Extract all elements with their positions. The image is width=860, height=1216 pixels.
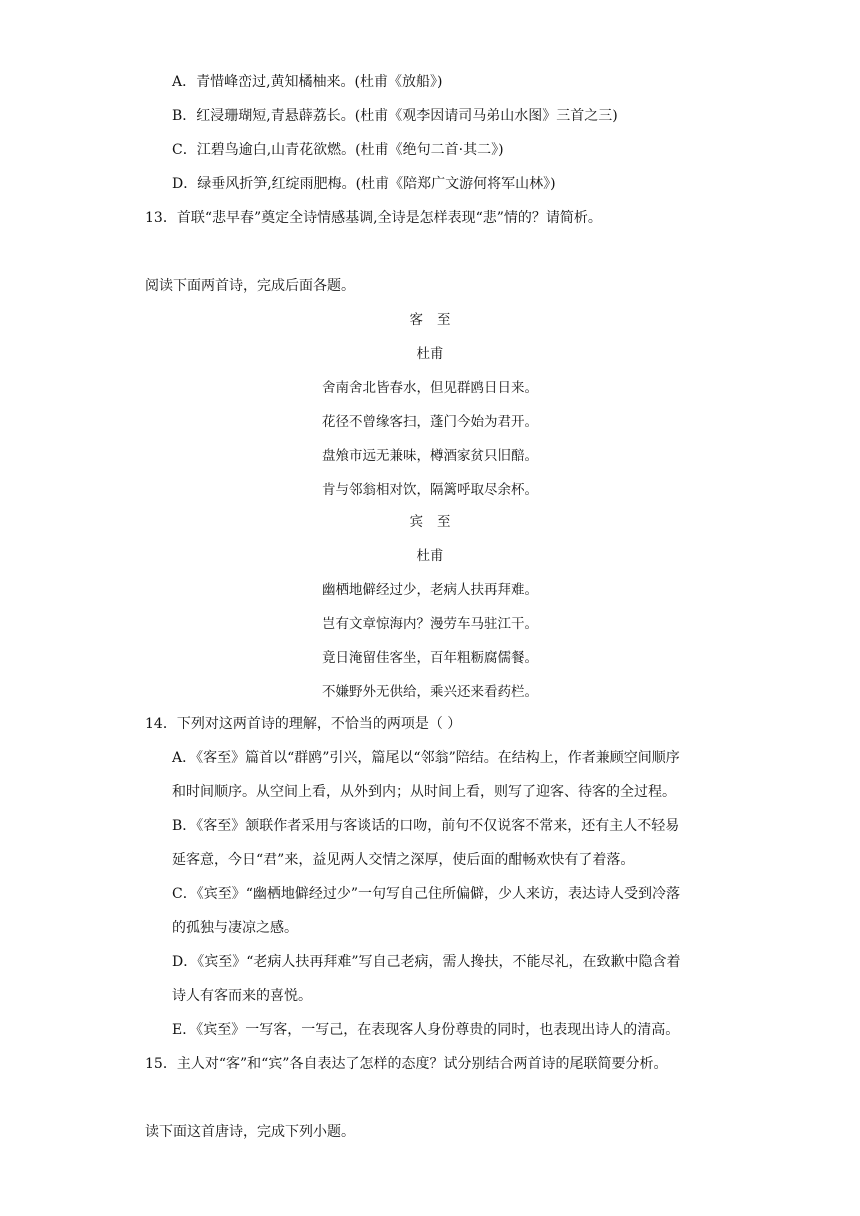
q14-option-e: E．《宾至》一写客，一写己，在表现客人身份尊贵的同时，也表现出诗人的清高。: [172, 1022, 680, 1038]
q12-option-a: A．青惜峰峦过,黄知橘柚来。(杜甫《放船》): [172, 74, 443, 90]
q14-option-c-line-2: 的孤独与凄凉之感。: [172, 920, 298, 936]
poem-1-title: 客至: [409, 312, 465, 328]
reading-instruction: 阅读下面两首诗，完成后面各题。: [145, 278, 355, 294]
poem-1-author: 杜甫: [416, 346, 444, 362]
q14-option-b-line-2: 延客意，今日“君”来，益见两人交情之深厚，使后面的酣畅欢快有了着落。: [172, 852, 635, 868]
poem-1-line-4: 肯与邻翁相对饮，隔篱呼取尽余杯。: [322, 482, 538, 498]
q14-option-d-line-1: D．《宾至》“老病人扶再拜难”写自己老病，需人搀扶，不能尽礼，在致歉中隐含着: [172, 954, 681, 970]
poem-1-line-1: 舍南舍北皆春水，但见群鸥日日来。: [322, 380, 538, 396]
poem-2-title: 宾至: [409, 514, 465, 530]
q12-option-d: D．绿垂风折笋,红绽雨肥梅。(杜甫《陪郑广文游何将军山林》): [172, 176, 556, 192]
q14-option-a-line-2: 和时间顺序。从空间上看，从外到内；从时间上看，则写了迎客、待客的全过程。: [172, 784, 676, 800]
poem-2-line-2: 岂有文章惊海内？漫劳车马驻江干。: [322, 616, 538, 632]
poem-1-line-2: 花径不曾缘客扫，蓬门今始为君开。: [322, 414, 538, 430]
poem-2-line-3: 竟日淹留佳客坐，百年粗粝腐儒餐。: [322, 650, 538, 666]
q12-option-b: B．红浸珊瑚短,青悬薜荔长。(杜甫《观李因请司马弟山水图》三首之三): [172, 108, 618, 124]
poem-2-line-1: 幽栖地僻经过少，老病人扶再拜难。: [322, 582, 538, 598]
question-13: 13．首联“悲早春”奠定全诗情感基调,全诗是怎样表现“悲”情的？请简析。: [145, 210, 602, 226]
reading-instruction-tang-poem: 读下面这首唐诗，完成下列小题。: [145, 1124, 355, 1140]
q14-option-c-line-1: C．《宾至》“幽栖地僻经过少”一句写自己住所偏僻，少人来访，表达诗人受到冷落: [172, 886, 681, 902]
poem-1-line-3: 盘飧市远无兼味，樽酒家贫只旧醅。: [322, 448, 538, 464]
q12-option-c: C．江碧鸟逾白,山青花欲燃。(杜甫《绝句二首·其二》): [172, 142, 504, 158]
question-15: 15．主人对“客”和“宾”各自表达了怎样的态度？试分别结合两首诗的尾联简要分析。: [145, 1056, 668, 1072]
q14-option-b-line-1: B．《客至》颔联作者采用与客谈话的口吻，前句不仅说客不常来，还有主人不轻易: [172, 818, 680, 834]
q14-option-a-line-1: A．《客至》篇首以“群鸥”引兴，篇尾以“邻翁”陪结。在结构上，作者兼顾空间顺序: [172, 750, 680, 766]
poem-2-line-4: 不嫌野外无供给，乘兴还来看药栏。: [322, 684, 538, 700]
question-14-stem: 14．下列对这两首诗的理解，不恰当的两项是（ ）: [145, 716, 462, 732]
q14-option-d-line-2: 诗人有客而来的喜悦。: [172, 988, 312, 1004]
poem-2-author: 杜甫: [416, 548, 444, 564]
